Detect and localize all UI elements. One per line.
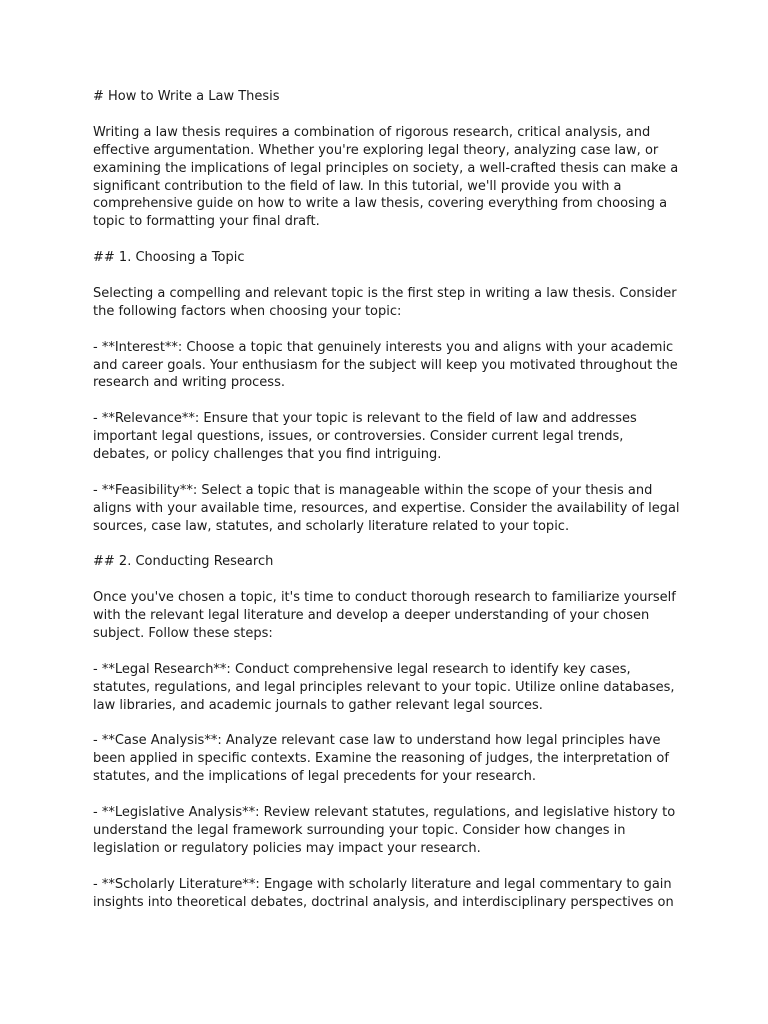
intro-paragraph: Writing a law thesis requires a combination of rigorous research, critical analysis, and effective argumentation. Whether you're exploring legal theory, analyzing case law, or examining the implications of legal principles on society, a well-crafted thesis can make a significant contribution to the field of law. In this tutorial, we'll provide you with a comprehensive guide on how to write a law thesis, covering everything from choosing a topic to formatting your final draft. bbox=[93, 124, 679, 230]
document-title: # How to Write a Law Thesis bbox=[93, 89, 280, 104]
section-1-intro: Selecting a compelling and relevant topic is the first step in writing a law thesis. Consider the following factors when choosing your topic: bbox=[93, 285, 677, 319]
section-2-bullet-legal-research: - **Legal Research**: Conduct comprehensive legal research to identify key cases, statutes, regulations, and legal principles relevant to your topic. Utilize online databases, law libraries, and academic journals to gather relevant legal sources. bbox=[93, 661, 675, 713]
section-2-bullet-case-analysis: - **Case Analysis**: Analyze relevant case law to understand how legal principles have been applied in specific contexts. Examine the reasoning of judges, the interpretation of statutes, and the implications of legal precedents for your research. bbox=[93, 733, 669, 785]
section-1-heading: ## 1. Choosing a Topic bbox=[93, 250, 245, 266]
section-1-bullet-interest: - **Interest**: Choose a topic that genuinely interests you and aligns with your academic and career goals. Your enthusiasm for the subject will keep you motivated throughout the research and writing process. bbox=[93, 339, 678, 391]
section-1-bullet-feasibility: - **Feasibility**: Select a topic that is manageable within the scope of your thesis and aligns with your available time, resources, and expertise. Consider the availability of legal sources, case law, statutes, and scholarly literature related to your topic. bbox=[93, 482, 680, 534]
section-2-bullet-legislative-analysis: - **Legislative Analysis**: Review relevant statutes, regulations, and legislative history to understand the legal framework surrounding your topic. Consider how changes in legislation or regulatory policies may impact your research. bbox=[93, 805, 676, 856]
section-2-heading: ## 2. Conducting Research bbox=[93, 554, 274, 570]
section-1-bullet-relevance: - **Relevance**: Ensure that your topic is relevant to the field of law and addresses important legal questions, issues, or controversies. Consider current legal trends, debates, or policy challenges that you find intriguing. bbox=[93, 411, 637, 463]
document-body bbox=[93, 88, 683, 929]
section-2-intro: Once you've chosen a topic, it's time to conduct thorough research to familiarize yourself with the relevant legal literature and develop a deeper understanding of your chosen subject. Follow these steps: bbox=[93, 590, 676, 642]
section-2-bullet-scholarly-literature: - **Scholarly Literature**: Engage with scholarly literature and legal commentary to gain insights into theoretical debates, doctrinal analysis, and interdisciplinary perspectives on bbox=[93, 876, 674, 910]
